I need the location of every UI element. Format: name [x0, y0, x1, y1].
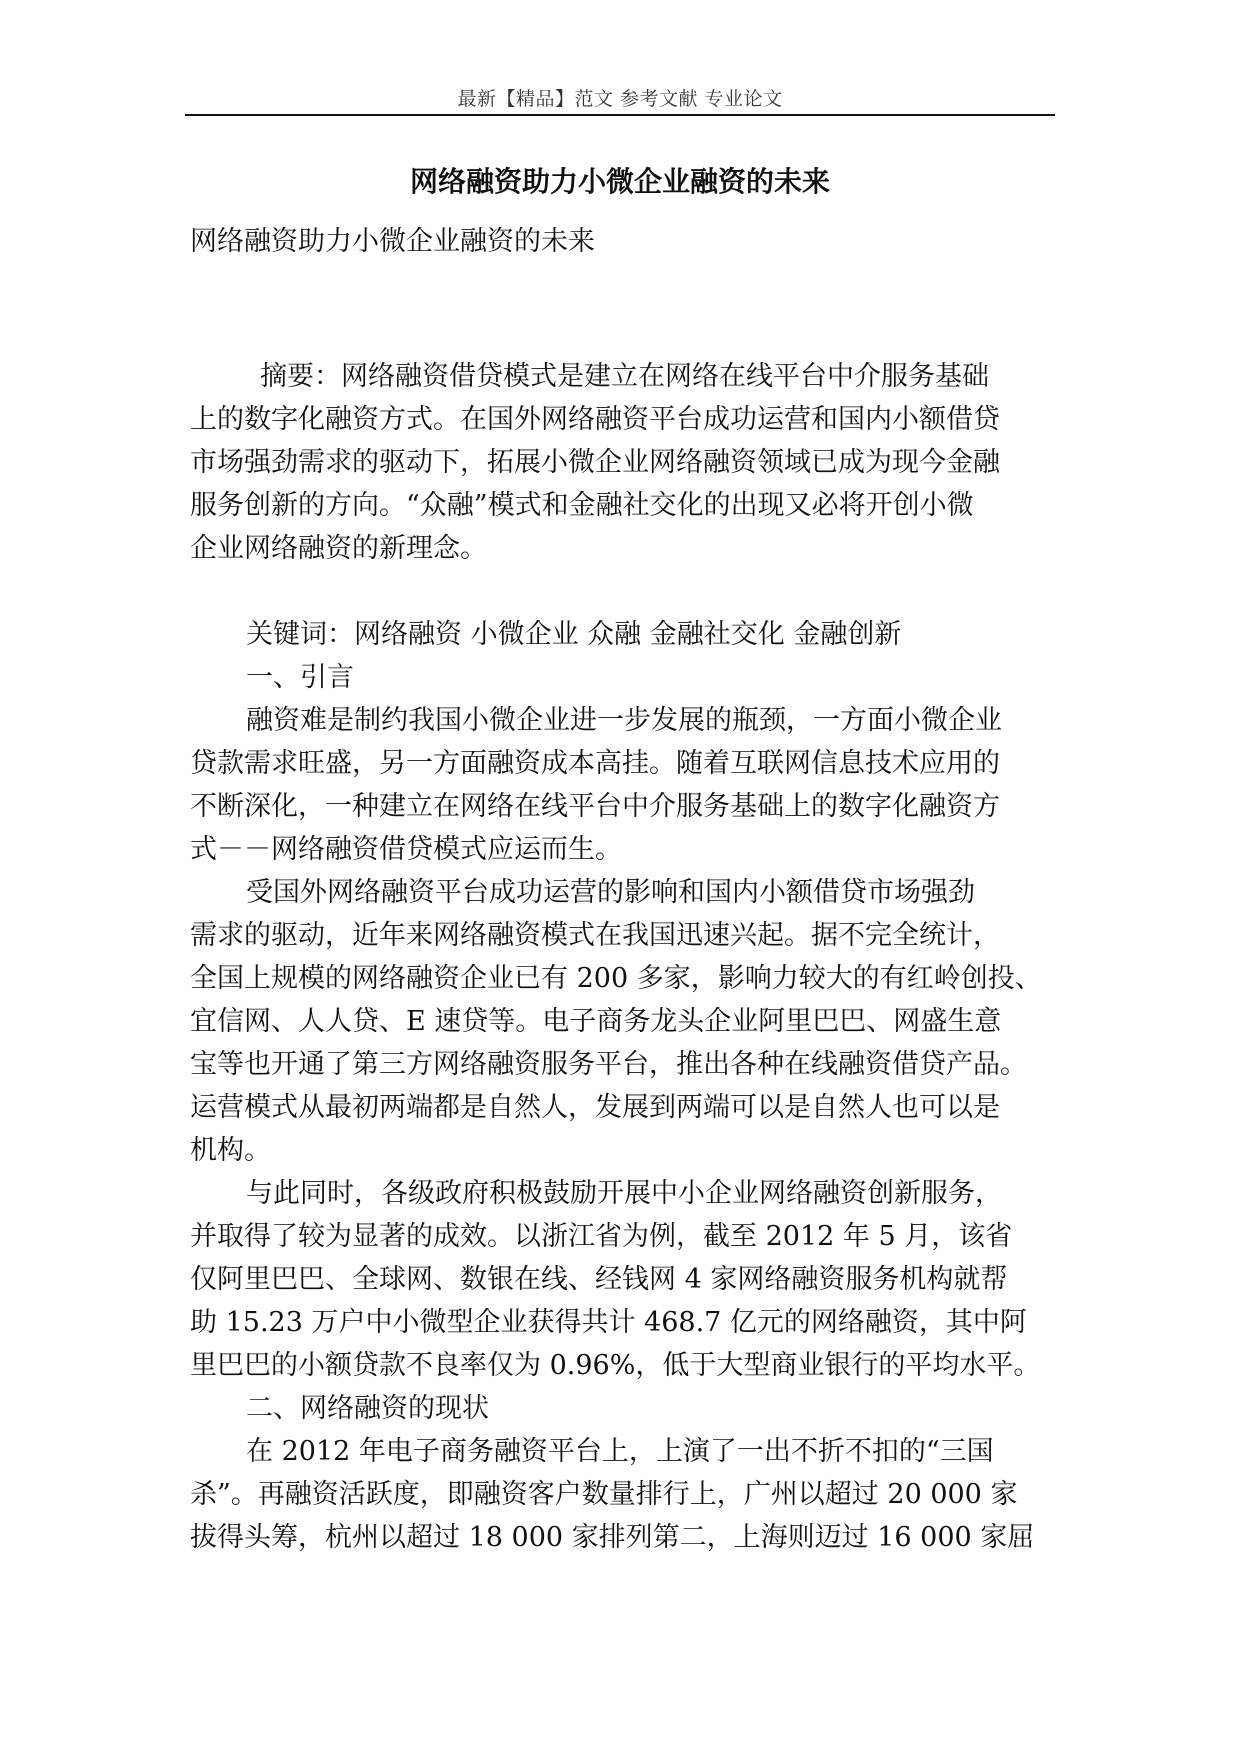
document-body: [190, 312, 1070, 1559]
document-title: 网络融资助力小微企业融资的未来: [409, 165, 830, 198]
paragraph-line: 融资难是制约我国小微企业进一步发展的瓶颈，一方面小微企业: [246, 705, 1002, 736]
spacer: [190, 312, 1070, 355]
paragraph-line: 受国外网络融资平台成功运营的影响和国内小额借贷市场强劲: [246, 877, 975, 908]
document-subtitle: 网络融资助力小微企业融资的未来: [190, 226, 595, 257]
header-divider: [185, 114, 1055, 116]
abstract-line: 企业网络融资的新理念。: [190, 533, 487, 564]
paragraph-line: 全国上规模的网络融资企业已有 200 多家，影响力较大的有红岭创投、: [190, 963, 1042, 994]
section-heading: 二、网络融资的现状: [246, 1393, 489, 1424]
paragraph-line: 宜信网、人人贷、E 速贷等。电子商务龙头企业阿里巴巴、网盛生意: [190, 1006, 1002, 1037]
paragraph-line: 宝等也开通了第三方网络融资服务平台，推出各种在线融资借贷产品。: [190, 1049, 1027, 1080]
spacer: [190, 570, 1070, 613]
paragraph-line: 在 2012 年电子商务融资平台上，上演了一出不折不扣的“三国: [246, 1436, 994, 1467]
paragraph-line: 不断深化，一种建立在网络在线平台中介服务基础上的数字化融资方: [190, 791, 1000, 822]
abstract-line: 上的数字化融资方式。在国外网络融资平台成功运营和国内小额借贷: [190, 404, 1000, 435]
paragraph-line: 需求的驱动，近年来网络融资模式在我国迅速兴起。据不完全统计，: [190, 920, 1000, 951]
paragraph-line: 与此同时，各级政府积极鼓励开展中小企业网络融资创新服务，: [246, 1178, 1002, 1209]
abstract-line: 摘要：网络融资借贷模式是建立在网络在线平台中介服务基础: [260, 361, 989, 392]
page-header: 最新【精品】范文 参考文献 专业论文: [457, 88, 783, 110]
paragraph-line: 助 15.23 万户中小微型企业获得共计 468.7 亿元的网络融资，其中阿: [190, 1307, 1027, 1338]
paragraph-line: 仅阿里巴巴、全球网、数银在线、经钱网 4 家网络融资服务机构就帮: [190, 1264, 1008, 1295]
paragraph-line: 拔得头筹，杭州以超过 18 000 家排列第二，上海则迈过 16 000 家屈: [190, 1522, 1035, 1553]
paragraph-line: 并取得了较为显著的成效。以浙江省为例，截至 2012 年 5 月，该省: [190, 1221, 1013, 1252]
paragraph-line: 式－－网络融资借贷模式应运而生。: [190, 834, 622, 865]
paragraph-line: 里巴巴的小额贷款不良率仅为 0.96%，低于大型商业银行的平均水平。: [190, 1350, 1041, 1381]
paragraph-line: 杀”。再融资活跃度，即融资客户数量排行上，广州以超过 20 000 家: [190, 1479, 1018, 1510]
abstract-line: 市场强劲需求的驱动下，拓展小微企业网络融资领域已成为现今金融: [190, 447, 1000, 478]
section-heading: 一、引言: [246, 662, 354, 693]
abstract-line: 服务创新的方向。“众融”模式和金融社交化的出现又必将开创小微: [190, 490, 974, 521]
paragraph-line: 运营模式从最初两端都是自然人，发展到两端可以是自然人也可以是: [190, 1092, 1000, 1123]
keywords-line: 关键词：网络融资 小微企业 众融 金融社交化 金融创新: [246, 619, 902, 650]
paragraph-line: 机构。: [190, 1135, 271, 1166]
paragraph-line: 贷款需求旺盛，另一方面融资成本高挂。随着互联网信息技术应用的: [190, 748, 1000, 779]
